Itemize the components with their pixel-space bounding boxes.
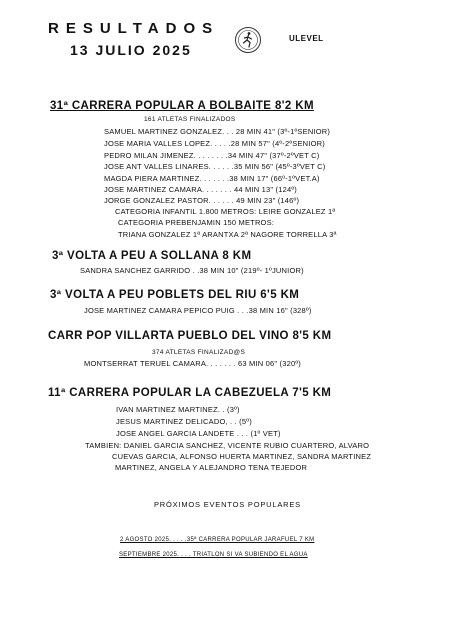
category-results: TRIANA GONZALEZ 1ª ARANTXA 2ª NAGORE TORRELLA 3ª <box>118 230 337 239</box>
race-title: 3ª VOLTA A PEU A SOLLANA 8 KM <box>52 250 252 262</box>
upcoming-heading: PRÓXIMOS EVENTOS POPULARES <box>154 500 301 509</box>
result-line: JOSE MARTINEZ CAMARA. . . . . . . 44 MIN 13" (124º) <box>104 185 298 194</box>
finishers-count: 374 ATLETAS FINALIZAD@S <box>152 349 246 356</box>
also-line: CUEVAS GARCIA, ALFONSO HUERTA MARTINEZ, SANDRA MARTINEZ <box>112 452 372 461</box>
brand-label: ULEVEL <box>289 34 324 43</box>
result-line: JESUS MARTINEZ DELICADO, . . (5º) <box>116 417 252 426</box>
page-title: RESULTADOS <box>48 20 220 37</box>
result-line: JORGE GONZALEZ PASTOR. . . . . . 49 MIN 23" (146º) <box>104 196 300 205</box>
result-line: IVAN MARTINEZ MARTINEZ. . (3º) <box>116 405 240 414</box>
race-title: 11ª CARRERA POPULAR LA CABEZUELA 7'5 KM <box>48 387 332 399</box>
page-date: 13 JULIO 2025 <box>70 42 192 58</box>
result-line: JOSE MARIA VALLES LOPEZ. . . . .28 MIN 57" (4º-2ºSENIOR) <box>104 139 325 148</box>
result-line: JOSE ANT VALLES LINARES. . . . . .35 MIN 56" (45º-3ºVET C) <box>104 162 326 171</box>
race-title: 31ª CARRERA POPULAR A BOLBAITE 8'2 KM <box>50 100 314 112</box>
result-line: SAMUEL MARTINEZ GONZALEZ. . . 28 MIN 41" (3º-1ºSENIOR) <box>104 127 331 136</box>
finishers-count: 161 ATLETAS FINALIZADOS <box>144 116 236 123</box>
result-line: SANDRA SANCHEZ GARRIDO . .38 MIN 10" (219º- 1ºJUNIOR) <box>80 266 304 275</box>
result-line: JOSE MARTINEZ CAMARA PEPICO PUIG . . .38 MIN 16" (328º) <box>84 306 312 315</box>
category-line: CATEGORIA PREBENJAMIN 150 METROS: <box>118 218 275 227</box>
upcoming-event: SEPTIEMBRE 2025. . . . TRIATLON SI VA SUBIENDO EL AGUA <box>119 552 308 558</box>
result-line: MONTSERRAT TERUEL CAMARA. . . . . . . 63 MIN 06" (320º) <box>84 359 302 368</box>
upcoming-event: 2 AGOSTO 2025. . . . .35ª CARRERA POPULAR JARAFUEL 7 KM <box>120 537 315 543</box>
result-line: PEDRO MILAN JIMENEZ. . . . . . . .34 MIN 47" (37º-2ºVET C) <box>104 151 320 160</box>
also-line: TAMBIEN: DANIEL GARCIA SANCHEZ, VICENTE RUBIO CUARTERO, ALVARO <box>85 441 370 450</box>
race-title: CARR POP VILLARTA PUEBLO DEL VINO 8'5 KM <box>48 330 332 342</box>
category-line: CATEGORIA INFANTIL 1.800 METROS: LEIRE GONZALEZ 1ª <box>115 207 336 216</box>
runner-logo-icon <box>234 26 262 54</box>
result-line: JOSE ANGEL GARCIA LANDETE . . . (1º VET) <box>116 429 281 438</box>
result-line: MAGDA PIERA MARTINEZ. . . . . . .38 MIN 17" (66º-1ºVET.A) <box>104 174 320 183</box>
also-line: MARTINEZ, ANGELA Y ALEJANDRO TENA TEJEDOR <box>115 463 308 472</box>
race-title: 3ª VOLTA A PEU POBLETS DEL RIU 6'5 KM <box>50 289 300 301</box>
